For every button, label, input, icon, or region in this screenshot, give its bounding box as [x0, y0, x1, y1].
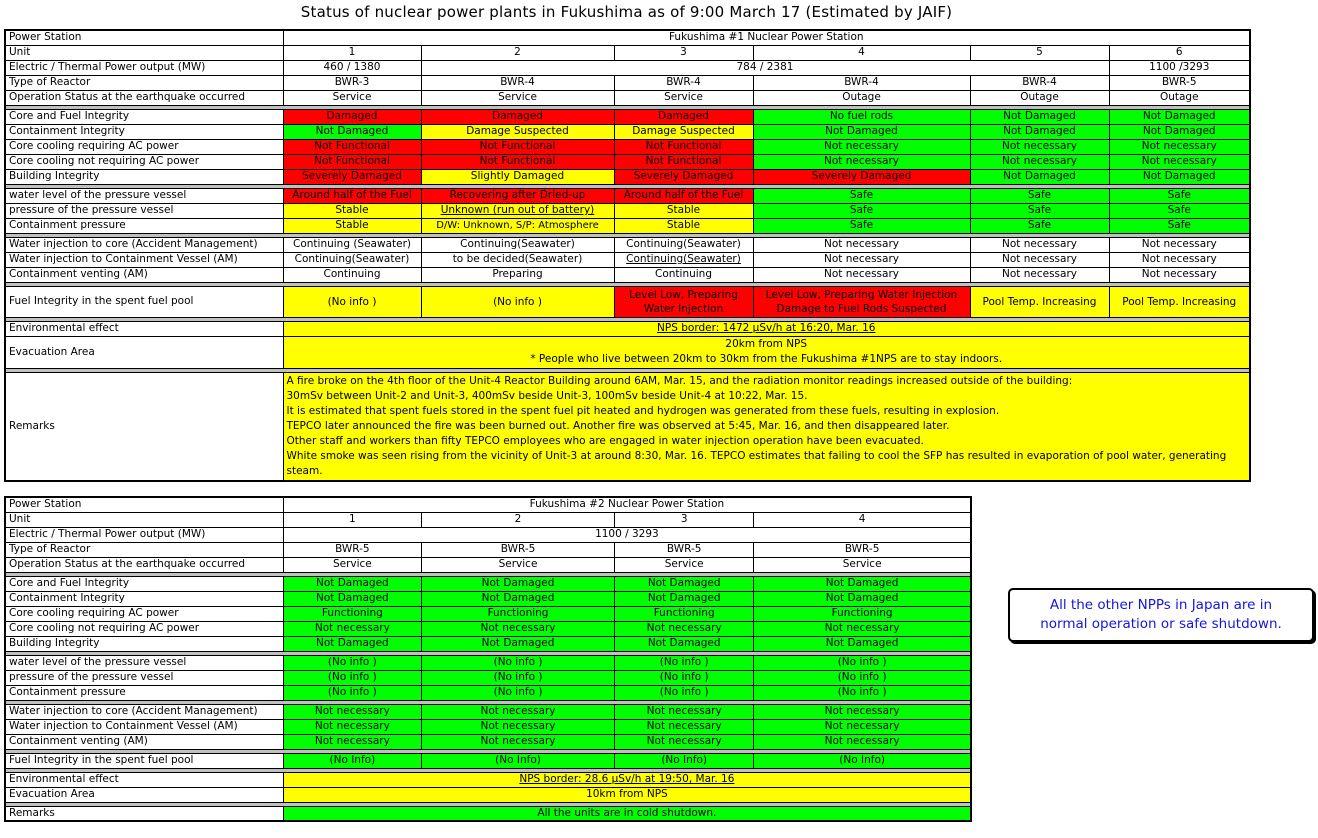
remarks-line: It is estimated that spent fuels stored in the spent fuel pit heated and hydrogen was generated from these fuels, resulting in explosion.	[286, 404, 1000, 417]
status-cell: Around half of the Fuel	[283, 188, 421, 203]
spent-fuel-label: Fuel Integrity in the spent fuel pool	[5, 286, 283, 317]
status-cell: Not necessary	[754, 704, 971, 719]
status-row	[5, 203, 1250, 218]
unit-number: 2	[421, 45, 614, 60]
reactor-type: BWR-4	[614, 75, 753, 90]
status-row	[5, 636, 971, 651]
status-cell: (No info )	[615, 685, 754, 700]
status-cell: Not Damaged	[615, 576, 754, 591]
reactor-type: BWR-5	[615, 542, 754, 557]
status-row	[5, 719, 971, 734]
status-cell: Around half of the Fuel	[614, 188, 753, 203]
status-row	[5, 704, 971, 719]
status-row	[5, 252, 1250, 267]
operation-status: Service	[283, 90, 421, 105]
status-cell: Not necessary	[754, 719, 971, 734]
status-row	[5, 621, 971, 636]
row-label: pressure of the pressure vessel	[5, 670, 283, 685]
unit-number: 4	[754, 512, 971, 527]
row-label: Containment venting (AM)	[5, 734, 283, 749]
row-label: water level of the pressure vessel	[5, 655, 283, 670]
remarks-line: A fire broke on the 4th floor of the Unit-4 Reactor Building around 6AM, Mar. 15, and the radiation monitor readings increased outside of the building:	[286, 374, 1073, 387]
spent-fuel-cell: Level Low, Preparing Water Injection	[614, 286, 753, 317]
station-row	[5, 30, 1250, 45]
operation-status-row	[5, 557, 971, 572]
status-cell: Not Damaged	[421, 636, 614, 651]
status-row	[5, 670, 971, 685]
status-cell: Not necessary	[615, 734, 754, 749]
status-cell: Not necessary	[421, 621, 614, 636]
operation-status-row	[5, 90, 1250, 105]
status-row	[5, 606, 971, 621]
status-cell: Not necessary	[754, 621, 971, 636]
status-cell: (No info )	[283, 655, 421, 670]
spent-fuel-cell: (No info )	[421, 286, 614, 317]
status-cell: Not necessary	[1109, 139, 1250, 154]
operation-status: Service	[421, 557, 614, 572]
row-label: Water injection to core (Accident Management)	[5, 704, 283, 719]
status-cell: (No info )	[283, 685, 421, 700]
environmental-effect-row	[5, 321, 1250, 336]
status-cell: Not necessary	[283, 704, 421, 719]
row-label: Containment pressure	[5, 685, 283, 700]
status-cell: (No info )	[421, 655, 614, 670]
status-cell: Damaged	[421, 109, 614, 124]
status-cell: Not necessary	[421, 719, 614, 734]
remarks-label: Remarks	[5, 806, 283, 821]
status-cell: (No info )	[615, 655, 754, 670]
status-cell: Not necessary	[421, 734, 614, 749]
status-row	[5, 655, 971, 670]
unit-number: 5	[970, 45, 1109, 60]
spent-fuel-cell: (No info )	[283, 286, 421, 317]
status-cell: Not Damaged	[970, 124, 1109, 139]
status-cell: (No info )	[754, 670, 971, 685]
status-cell: Damaged	[283, 109, 421, 124]
status-cell: Safe	[1109, 203, 1250, 218]
status-cell: Not Damaged	[970, 109, 1109, 124]
status-cell: Not Damaged	[970, 169, 1109, 184]
status-cell: Safe	[753, 218, 970, 233]
status-cell: (No Info)	[421, 753, 614, 768]
status-row	[5, 734, 971, 749]
status-cell: Not Functional	[614, 154, 753, 169]
status-row	[5, 753, 971, 768]
reactor-type-row	[5, 542, 971, 557]
status-cell: Not Damaged	[283, 124, 421, 139]
status-cell: Not Damaged	[754, 636, 971, 651]
unit-number: 6	[1109, 45, 1250, 60]
status-cell: Not necessary	[753, 154, 970, 169]
operation-status: Outage	[1109, 90, 1250, 105]
status-cell: Functioning	[421, 606, 614, 621]
remarks-row	[5, 372, 1250, 481]
environmental-effect-row	[5, 772, 971, 787]
status-cell: Not Damaged	[1109, 124, 1250, 139]
unit-row	[5, 45, 1250, 60]
reactor-type: BWR-4	[753, 75, 970, 90]
reactor-type: BWR-5	[1109, 75, 1250, 90]
status-cell: Not necessary	[1109, 252, 1250, 267]
status-cell: Stable	[283, 203, 421, 218]
station-row	[5, 497, 971, 512]
output-value: 1100 /3293	[1109, 60, 1250, 75]
status-cell: Functioning	[615, 606, 754, 621]
spent-fuel-cell: Pool Temp. Increasing	[1109, 286, 1250, 317]
status-cell: Continuing	[283, 267, 421, 282]
status-row	[5, 591, 971, 606]
status-cell: (No Info)	[754, 753, 971, 768]
status-row	[5, 188, 1250, 203]
status-cell: Not necessary	[753, 252, 970, 267]
remarks-line: 30mSv between Unit-2 and Unit-3, 400mSv beside Unit-3, 100mSv beside Unit-4 at 10:22, Mar. 15.	[286, 389, 808, 402]
note-line-1: All the other NPPs in Japan are in	[1049, 597, 1273, 613]
evacuation-area-value: 10km from NPS	[283, 787, 971, 802]
status-cell: Not Damaged	[753, 124, 970, 139]
status-cell: Safe	[970, 203, 1109, 218]
unit-number: 1	[283, 45, 421, 60]
status-cell: Not Damaged	[615, 591, 754, 606]
status-cell: Functioning	[283, 606, 421, 621]
status-cell: Recovering after Dried-up	[421, 188, 614, 203]
status-cell: Safe	[970, 218, 1109, 233]
status-cell: Not Damaged	[421, 591, 614, 606]
status-cell: Severely Damaged	[283, 169, 421, 184]
status-cell: Continuing(Seawater)	[614, 237, 753, 252]
status-row	[5, 237, 1250, 252]
status-row	[5, 169, 1250, 184]
row-label: water level of the pressure vessel	[5, 188, 283, 203]
reactor-type: BWR-5	[283, 542, 421, 557]
environmental-effect-label: Environmental effect	[5, 321, 283, 336]
row-label: Core cooling not requiring AC power	[5, 621, 283, 636]
status-cell: (No info )	[615, 670, 754, 685]
status-cell: Not necessary	[1109, 267, 1250, 282]
row-label: Core and Fuel Integrity	[5, 109, 283, 124]
status-cell: Not necessary	[615, 621, 754, 636]
status-cell: Continuing (Seawater)	[283, 237, 421, 252]
reactor-type-label: Type of Reactor	[5, 75, 283, 90]
environmental-effect-value: NPS border: 1472 μSv/h at 16:20, Mar. 16	[283, 321, 1250, 336]
status-cell: Not Functional	[421, 154, 614, 169]
status-cell: (No Info)	[283, 753, 421, 768]
status-row	[5, 685, 971, 700]
unit-row	[5, 512, 971, 527]
row-label: Building Integrity	[5, 636, 283, 651]
status-cell: Not necessary	[1109, 237, 1250, 252]
status-cell: (No info )	[421, 685, 614, 700]
output-row	[5, 60, 1250, 75]
evacuation-line: 20km from NPS	[725, 338, 808, 350]
status-cell: Slightly Damaged	[421, 169, 614, 184]
reactor-type: BWR-4	[421, 75, 614, 90]
status-cell: Not Damaged	[754, 576, 971, 591]
row-label: Containment Integrity	[5, 124, 283, 139]
status-cell: Not necessary	[753, 237, 970, 252]
remarks-value: All the units are in cold shutdown.	[283, 806, 971, 821]
unit-number: 3	[615, 512, 754, 527]
row-label: Building Integrity	[5, 169, 283, 184]
operation-status: Outage	[753, 90, 970, 105]
status-cell: Stable	[283, 218, 421, 233]
status-cell: Not necessary	[970, 252, 1109, 267]
unit-label: Unit	[5, 512, 283, 527]
output-value: 1100 / 3293	[283, 527, 971, 542]
reactor-type-row	[5, 75, 1250, 90]
reactor-type: BWR-3	[283, 75, 421, 90]
status-cell: Not Damaged	[283, 636, 421, 651]
spent-fuel-row	[5, 286, 1250, 317]
status-cell: Not necessary	[970, 139, 1109, 154]
evacuation-area-value	[283, 336, 1250, 368]
status-row	[5, 154, 1250, 169]
operation-status: Service	[614, 90, 753, 105]
operation-status: Service	[754, 557, 971, 572]
evacuation-area-row	[5, 336, 1250, 368]
evacuation-area-label: Evacuation Area	[5, 336, 283, 368]
evacuation-line: * People who live between 20km to 30km from the Fukushima #1NPS are to stay indoors.	[530, 353, 1003, 365]
remarks-label: Remarks	[5, 372, 283, 481]
status-cell: Not Damaged	[283, 591, 421, 606]
evacuation-area-label: Evacuation Area	[5, 787, 283, 802]
unit-number: 2	[421, 512, 614, 527]
status-cell: Not necessary	[615, 704, 754, 719]
evacuation-area-row	[5, 787, 971, 802]
status-cell: D/W: Unknown, S/P: Atmosphere	[421, 218, 614, 233]
output-label: Electric / Thermal Power output (MW)	[5, 527, 283, 542]
operation-status: Service	[283, 557, 421, 572]
fukushima-1-status-table	[4, 29, 1251, 482]
status-cell: Safe	[970, 188, 1109, 203]
status-cell: Not Damaged	[283, 576, 421, 591]
status-cell: Not Damaged	[421, 576, 614, 591]
status-cell: Damage Suspected	[421, 124, 614, 139]
note-line-2: normal operation or safe shutdown.	[1040, 616, 1282, 632]
status-cell: No fuel rods	[753, 109, 970, 124]
operation-status: Service	[421, 90, 614, 105]
status-cell: (No info )	[283, 670, 421, 685]
output-value: 460 / 1380	[283, 60, 421, 75]
status-row	[5, 124, 1250, 139]
row-label: Containment Integrity	[5, 591, 283, 606]
row-label: Core cooling requiring AC power	[5, 606, 283, 621]
status-cell: Not necessary	[753, 267, 970, 282]
reactor-type: BWR-5	[421, 542, 614, 557]
row-label: pressure of the pressure vessel	[5, 203, 283, 218]
status-cell: Not Damaged	[615, 636, 754, 651]
status-cell: Not necessary	[970, 154, 1109, 169]
status-cell: Unknown (run out of battery)	[421, 203, 614, 218]
output-label: Electric / Thermal Power output (MW)	[5, 60, 283, 75]
operation-status-label: Operation Status at the earthquake occurred	[5, 90, 283, 105]
status-cell: Severely Damaged	[614, 169, 753, 184]
status-cell: Not Functional	[283, 139, 421, 154]
environmental-effect-label: Environmental effect	[5, 772, 283, 787]
status-cell: Stable	[614, 218, 753, 233]
status-cell: Not necessary	[283, 621, 421, 636]
reactor-type-label: Type of Reactor	[5, 542, 283, 557]
row-label: Containment pressure	[5, 218, 283, 233]
row-label: Water injection to Containment Vessel (AM)	[5, 719, 283, 734]
status-row	[5, 109, 1250, 124]
status-cell: Not Functional	[614, 139, 753, 154]
status-cell: (No info )	[754, 655, 971, 670]
row-label: Water injection to Containment Vessel (AM)	[5, 252, 283, 267]
station-name: Fukushima #1 Nuclear Power Station	[283, 30, 1250, 45]
reactor-type: BWR-4	[970, 75, 1109, 90]
spent-fuel-cell: Pool Temp. Increasing	[970, 286, 1109, 317]
station-label: Power Station	[5, 497, 283, 512]
station-name: Fukushima #2 Nuclear Power Station	[283, 497, 971, 512]
environmental-effect-value: NPS border: 28.6 μSv/h at 19:50, Mar. 16	[283, 772, 971, 787]
other-npps-note	[1008, 588, 1314, 642]
status-cell: Not necessary	[754, 734, 971, 749]
remarks-line: Other staff and workers than fifty TEPCO employees who are engaged in water injection operation have been evacuated.	[286, 434, 924, 447]
status-row	[5, 139, 1250, 154]
station-label: Power Station	[5, 30, 283, 45]
status-cell: Safe	[1109, 188, 1250, 203]
unit-label: Unit	[5, 45, 283, 60]
remarks-row	[5, 806, 971, 821]
status-cell: Safe	[753, 203, 970, 218]
status-cell: Not necessary	[970, 267, 1109, 282]
row-label: Water injection to core (Accident Management)	[5, 237, 283, 252]
row-label: Containment venting (AM)	[5, 267, 283, 282]
status-cell: (No info )	[754, 685, 971, 700]
status-row	[5, 218, 1250, 233]
status-cell: Preparing	[421, 267, 614, 282]
status-cell: Continuing(Seawater)	[421, 237, 614, 252]
row-label: Core and Fuel Integrity	[5, 576, 283, 591]
fukushima-2-status-table	[4, 496, 972, 822]
status-cell: Safe	[753, 188, 970, 203]
status-cell: to be decided(Seawater)	[421, 252, 614, 267]
reactor-type: BWR-5	[754, 542, 971, 557]
remarks-line: TEPCO later announced the fire was been burned out. Another fire was observed at 5:45, Mar. 16, and then disappeared later.	[286, 419, 950, 432]
status-cell: Not necessary	[615, 719, 754, 734]
row-label: Fuel Integrity in the spent fuel pool	[5, 753, 283, 768]
status-cell: Severely Damaged	[753, 169, 970, 184]
status-cell: Not Damaged	[1109, 109, 1250, 124]
status-cell: Not necessary	[283, 734, 421, 749]
operation-status: Service	[615, 557, 754, 572]
status-cell: Safe	[1109, 218, 1250, 233]
status-cell: Continuing(Seawater)	[283, 252, 421, 267]
status-row	[5, 576, 971, 591]
spent-fuel-cell: Level Low, Preparing Water Injection Damage to Fuel Rods Suspected	[753, 286, 970, 317]
status-cell: Continuing(Seawater)	[614, 252, 753, 267]
status-cell: (No Info)	[615, 753, 754, 768]
remarks-line: White smoke was seen rising from the vicinity of Unit-3 at around 8:30, Mar. 16. TEPCO estimates that failing to cool the SFP has resulted in evaporation of pool water, generating steam.	[286, 449, 1227, 477]
status-cell: Not Functional	[283, 154, 421, 169]
status-row	[5, 267, 1250, 282]
status-cell: Not necessary	[283, 719, 421, 734]
status-cell: Not Damaged	[1109, 169, 1250, 184]
unit-number: 1	[283, 512, 421, 527]
output-value: 784 / 2381	[421, 60, 1109, 75]
status-cell: Not Damaged	[754, 591, 971, 606]
status-cell: Damage Suspected	[614, 124, 753, 139]
row-label: Core cooling requiring AC power	[5, 139, 283, 154]
status-cell: Functioning	[754, 606, 971, 621]
status-cell: Damaged	[614, 109, 753, 124]
status-cell: (No info )	[421, 670, 614, 685]
page-title: Status of nuclear power plants in Fukushima as of 9:00 March 17 (Estimated by JAIF)	[300, 3, 953, 21]
status-cell: Not necessary	[753, 139, 970, 154]
remarks-value	[283, 372, 1250, 481]
status-cell: Not necessary	[1109, 154, 1250, 169]
status-cell: Not necessary	[421, 704, 614, 719]
status-cell: Continuing	[614, 267, 753, 282]
status-cell: Stable	[614, 203, 753, 218]
unit-number: 3	[614, 45, 753, 60]
row-label: Core cooling not requiring AC power	[5, 154, 283, 169]
output-row	[5, 527, 971, 542]
status-cell: Not necessary	[970, 237, 1109, 252]
operation-status-label: Operation Status at the earthquake occurred	[5, 557, 283, 572]
status-cell: Not Functional	[421, 139, 614, 154]
unit-number: 4	[753, 45, 970, 60]
operation-status: Outage	[970, 90, 1109, 105]
